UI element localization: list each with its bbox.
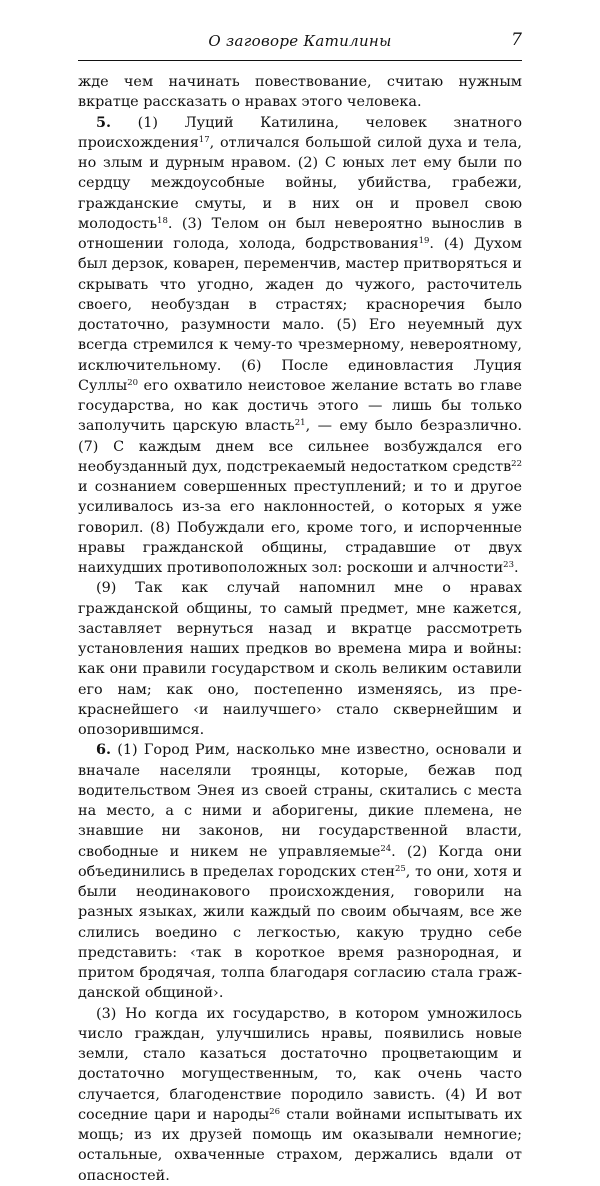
- text-run: его охватило неистовое желание встать во главе государства, но как достичь этого — лишь бы только заполучить царскую власть: [78, 377, 522, 435]
- text-run: .: [514, 560, 519, 576]
- paragraph: [78, 740, 522, 1003]
- footnote-marker[interactable]: 22: [511, 458, 522, 469]
- footnote-marker[interactable]: 26: [269, 1106, 281, 1117]
- footnote-marker[interactable]: 24: [380, 843, 392, 854]
- section-number: 6.: [96, 741, 112, 759]
- text-run: , отличался большой силой духа и тела, но злым и дурным нравом. (2) С юных лет ему были по сердцу междоусобные войны, убийства, грабежи, гражданские смуты, и в них он и провел свою молодость: [78, 134, 522, 232]
- text-run: , — ему было безразлично. (7) С каждым днем все сильнее возбуждался его необузданный дух, подстрекаемый недостатком средств: [78, 418, 522, 475]
- text-run: (1) Луций Катилина, человек знатного происхождения: [78, 114, 522, 151]
- page-number: 7: [511, 30, 522, 50]
- body-text: [78, 72, 522, 1186]
- footnote-marker[interactable]: 18: [157, 215, 168, 226]
- footnote-marker[interactable]: 21: [294, 418, 306, 429]
- running-head: [78, 30, 522, 54]
- text-run: . (3) Телом он был невероятно вынослив в отношении голода, холода, бодрствования: [78, 215, 522, 252]
- text-run: . (2) Когда они объединились в пределах городских стен: [78, 843, 523, 880]
- paragraph: [78, 578, 522, 740]
- text-run: (1) Город Рим, насколько мне известно, основали и вначале населяли троянцы, которые, бежав под водительством Энея из своей страны, скитались с места на место, а с ними и аборигены, дикие племена, не знавшие ни законов, ни государственной власти, свободные и никем не управляемые: [78, 742, 522, 860]
- paragraph: [78, 72, 522, 113]
- text-run: и сознанием совершенных преступлений; и то и другое усиливалось из-за его наклонностей, о которых я уже говорил. (8) Побуждали его, кроме того, и испорченные нравы гражданской общины, страдавшие от двух наихудших противоположных зол: роскоши и алчности: [78, 479, 522, 576]
- section-number: 5.: [96, 113, 112, 131]
- footnote-marker[interactable]: 20: [127, 377, 139, 388]
- footnote-marker[interactable]: 23: [503, 560, 514, 570]
- text-run: . (4) Духом был дерзок, коварен, переменчив, мастер притворяться и скрывать что угодно, жаден до чужого, расточитель своего, необуздан в страстях; красноречия было достаточно, разумности мало. (5) Его неуемный дух всегда стремился к чему-то чрезмерному, невероятному, исключительному. (6) После единовластия Луция Суллы: [78, 236, 522, 394]
- footnote-marker[interactable]: 25: [394, 863, 406, 874]
- paragraph: [78, 1004, 522, 1186]
- paragraph: [78, 113, 522, 579]
- text-run: , то они, хотя и были неодинакового происхождения, говорили на разных языках, жили каждый по своим обычаям, все же слились воедино с легкостью, какую трудно себе представить: ‹так в короткое время разнородная, и притом бродячая, толпа благодаря согласию стала гражданской общиной›.: [78, 863, 522, 1002]
- header-rule: [78, 60, 522, 61]
- footnote-marker[interactable]: 19: [418, 236, 430, 246]
- text-run: (3) Но когда их государство, в котором умножилось число граждан, улучшились нравы, появились новые земли, стало казаться достаточно процветающим и достаточно могущественным, то, как очень часто случается, благоденствие породило зависть. (4) И вот соседние цари и народы: [78, 1005, 522, 1123]
- footnote-marker[interactable]: 17: [198, 134, 210, 145]
- text-run: стали войнами испытывать их мощь; из их друзей помощь им оказывали немногие; остальные, охваченные страхом, держались вдали от опасностей.: [78, 1106, 523, 1184]
- text-run: (9) Так как случай напомнил мне о нравах гражданской общины, то самый предмет, мне кажется, заставляет вернуться назад и вкратце рассмотреть установления наших предков во времена мира и войны: как они правили государством и сколь великим оставили его нам; как оно, постепенно изменяясь, из прекраснейшего ‹и наилучшего› стало сквернейшим и опозорившимся.: [78, 580, 522, 738]
- text-run: жде чем начинать повествование, считаю нужным вкратце рассказать о нравах этого человека.: [78, 74, 522, 111]
- running-title: О заговоре Катилины: [208, 32, 392, 50]
